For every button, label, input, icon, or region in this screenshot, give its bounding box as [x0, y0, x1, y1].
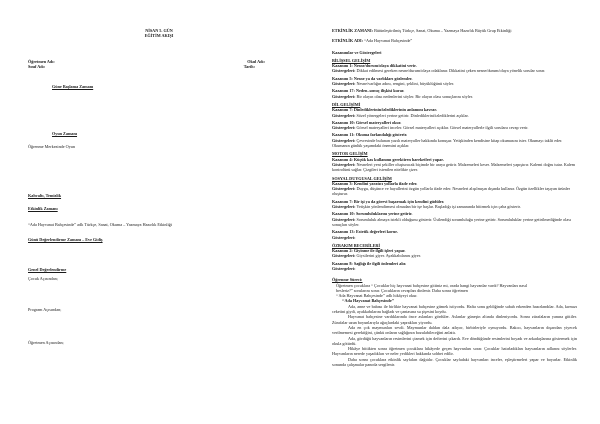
indicator-line — [332, 68, 577, 73]
gain-title: Kazanım 7: Bir işi ya da görevi başarmak için kendini güdüler. — [332, 198, 445, 204]
gain-title: Kazanım 10: Sorumluluklarını yerine getirir. — [332, 211, 413, 217]
class-label: Sınıf Adı: — [28, 63, 46, 69]
indicator-text: Sözel yönergeleri yerine getirir. Dinlediklerini/izlediklerini açıklar. — [356, 112, 469, 118]
development-area-heading: BİLİŞSEL GELİŞİM — [332, 57, 371, 63]
indicator-label: Göstergeleri: — [332, 81, 356, 87]
page-title — [28, 28, 290, 39]
gain-title: Kazanım 2: Giyinme ile ilgili işleri yapar. — [332, 248, 406, 254]
gain-item — [332, 88, 577, 99]
indicator-text: Yetişkin yönlendirmesi olmadan bir işe başlar. Başladığı işi zamanında bitirmek için çaba gösterir. — [356, 204, 521, 210]
section-heading: Güne Başlama Zamanı — [52, 84, 94, 90]
indicator-line — [332, 81, 577, 86]
activity-name-label: ETKİNLİK ADI: — [332, 38, 364, 44]
learning-paragraph: ‘‘Ada Hayvanat Bahçesinde’’ — [342, 298, 395, 304]
gain-item — [332, 157, 577, 173]
learning-process — [332, 283, 577, 368]
gains-blocks — [332, 58, 577, 271]
teacher-view-label: Öğretmen Açısından; — [28, 340, 64, 346]
indicator-line — [332, 113, 577, 118]
indicator-text: Nesneleri yeni şekiller oluşturacak biçimde bir araya getirir. Malzemeleri keser. Malzemeleri yapıştırır. Kalemi doğru tutar. Kalem kontrolünü sağlar. Çizgileri istenilen nitelikte çizer. — [332, 161, 576, 173]
indicator-label: Göstergeleri: — [332, 137, 356, 143]
indicator-line — [332, 186, 577, 197]
indicator-text: Giysilerini giyer. Ayakkabılarını giyer. — [356, 253, 421, 259]
indicator-label: Göstergeleri: — [332, 112, 356, 118]
indicator-text: Bir olayın olası nedenlerini söyler. Bir olayın olası sonuçlarını söyler. — [356, 93, 473, 99]
section-heading: Genel Değerlendirme — [28, 267, 67, 273]
activity-name-value: “Ada Hayvanat Bahçesinde” — [364, 38, 413, 44]
activity-time-value: Bütünleştirilmiş Türkçe, Sanat, Okuma – Yazmaya Hazırlık Büyük Grup Etkinliği — [374, 28, 512, 33]
indicator-line — [332, 138, 577, 149]
indicator-text: Çevresinde bulunan yazılı materyaller hakkında konuşur. Yetişkinden kendisine kitap okumasını ister. Okumayı taklit eder. Okumanın günlük yaşamdaki önemini açıklar. — [332, 137, 563, 149]
gain-title: Kazanım 5: Nesne ya da varlıkları gözlemler. — [332, 75, 413, 81]
development-area-heading: MOTOR GELİŞİM — [332, 151, 368, 157]
learning-paragraph: Ada, anne ve babası ile birlikte hayvanat bahçesine gitmek istiyordu. Hafta sonu geldiğinde sabah erkenden hazırlandılar. Ada, kırmızı ceketini giydi, ayakkabılarını bağladı ve çantasına su şişesini koydu. — [332, 303, 577, 315]
gain-title: Kazanım 3: Kendini yaratıcı yollarla ifade eder. — [332, 180, 418, 186]
indicator-line — [332, 266, 577, 271]
gain-item — [332, 199, 577, 210]
gain-title: Kazanım 4: Küçük kas kullanımı gerektiren hareketleri yapar. — [332, 156, 444, 162]
indicator-text: Duygu, düşünce ve hayallerini özgün yollarla ifade eder. Nesneleri alışılmışın dışında kullanır. Özgün özellikler taşıyan ürünler oluşturur. — [332, 186, 571, 197]
learning-paragraph: besleriz?” sorularını sorar. Çocukların cevapları dinlenir. Daha sonra öğretmen — [336, 287, 468, 293]
gain-item — [332, 229, 577, 240]
indicator-label: Göstergeleri: — [332, 234, 356, 240]
gain-title: Kazanım 1: Nesne/durum/olaya dikkatini verir. — [332, 63, 417, 69]
school-label: Okul Adı: — [247, 58, 265, 64]
learning-paragraph: Hayvanat bahçesine vardıklarında önce aslanları gördüler. Aslanlar güneşin altında dinleniyordu. Sonra zürafaların yanına gittiler. Zürafalar uzun boyunlarıyla ağaçlardaki yaprakları yiyordu. — [332, 314, 577, 325]
gain-title: Kazanım 11: Okuma farkındalığı gösterir. — [332, 132, 408, 138]
right-column — [332, 28, 577, 367]
gain-item — [332, 181, 577, 197]
indicator-label: Göstergeleri: — [332, 161, 356, 167]
indicator-line — [332, 253, 577, 258]
indicator-text: Görsel materyalleri inceler. Görsel materyalleri açıklar. Görsel materyallerle ilgili sorulara cevap verir. — [356, 125, 529, 131]
gain-title: Kazanım 13: Estetik değerleri korur. — [332, 229, 398, 235]
gain-title: Kazanım 7: Dinlediklerinin/izlediklerinin anlamını kavrar. — [332, 107, 437, 113]
date-label: Tarih: — [243, 63, 255, 69]
section-heading: Oyun Zamanı — [52, 131, 78, 137]
indicator-label: Göstergeleri: — [332, 204, 356, 210]
gain-item — [332, 107, 577, 118]
title-line-1: NİSAN 5. GÜN — [145, 28, 173, 33]
indicator-line — [332, 235, 577, 240]
section-heading: Kahvaltı, Temizlik — [28, 193, 62, 199]
indicator-line — [332, 217, 577, 228]
indicator-text: Sorumluluk almaya istekli olduğunu gösterir. Üstlendiği sorumluluğu yerine getirir. Sorumluluklar yerine getirilmediğinde olası sonuçları söyler. — [332, 216, 571, 227]
learning-paragraph: ‘‘Ada Hayvanat Bahçesinde’’ adlı hikâyeyi okur. — [336, 293, 418, 299]
indicator-text: Dikkat edilmesi gereken nesne/durum/olaya odaklanır. Dikkatini çeken nesne/durum/olaya yönelik sorular sorar. — [356, 68, 546, 74]
learning-paragraph: Ada, gördüğü hayvanların resimlerini çizmek için defterini çıkardı. Eve döndüğünde resimlerini boyadı ve arkadaşlarına göstermek için okula götürdü. — [332, 335, 577, 346]
learning-paragraph: Öğretmen çocuklara “ Çocuklar hiç hayvanat bahçesine gittiniz mi, orada hangi hayvanlar vardı? Hayvanları nasıl — [336, 282, 528, 288]
teacher-label: Öğretmen Adı: — [28, 58, 55, 64]
indicator-line — [332, 162, 577, 173]
gains-title: Kazanımlar ve Göstergeleri — [332, 49, 382, 55]
indicator-line — [332, 125, 577, 130]
development-area-heading: SOSYAL DUYGUSAL GELİŞİM — [332, 175, 392, 181]
section-heading: Günü Değerlendirme Zamanı – Eve Gidiş — [28, 236, 103, 242]
indicator-label: Göstergeleri: — [332, 265, 356, 271]
indicator-label: Göstergeleri: — [332, 68, 356, 74]
program-label: Program Açısından; — [28, 306, 62, 312]
development-area-heading: ÖZBAKIM BECERİLERİ — [332, 242, 381, 248]
section-body: Çocuk Açısından; — [28, 275, 58, 281]
gain-item — [332, 248, 577, 259]
section-heading: Etkinlik Zamanı — [28, 206, 58, 212]
gain-item — [332, 211, 577, 227]
section-body: Öğrenme Merkezinde Oyun — [28, 143, 75, 149]
learning-paragraph: Daha sonra çocuklara etkinlik sayfaları dağıtılır. Çocuklar sayfadaki hayvanları inceler, eşleştirmeleri yapar ve boyarlar. Etkinlik sonunda çalışmalar panoda sergilenir. — [332, 356, 577, 368]
indicator-label: Göstergeleri: — [332, 93, 356, 99]
indicator-label: Göstergeleri: — [332, 125, 356, 131]
gain-title: Kazanım 8: Sağlığı ile ilgili önlemleri alır. — [332, 260, 407, 266]
learning-paragraph: Ada en çok maymunları sevdi. Maymunlar daldan dala atlıyor, birbirleriyle oynuyordu. Bakıcı, hayvanların dışarıdan yiyecek verilmemesi gerektiğini, çünkü onların sağlığının bozulabileceğini anlattı. — [332, 324, 577, 336]
activity-time-label: ETKİNLİK ZAMANI: — [332, 28, 374, 33]
gain-item — [332, 261, 577, 272]
indicator-line — [332, 204, 577, 209]
indicator-label: Göstergeleri: — [332, 253, 356, 259]
gain-title: Kazanım 10: Görsel materyalleri okur. — [332, 119, 402, 125]
indicator-label: Göstergeleri: — [332, 216, 356, 222]
learning-paragraph: Hikâye bittikten sonra öğretmen çocuklara hikâyede geçen hayvanları sorar. Çocuklar hatırladıkları hayvanların adlarını söylerler. Hayvanların nerede yaşadıkları ve neler yedikleri hakkında sohbet edilir. — [332, 346, 577, 357]
gain-item — [332, 120, 577, 131]
gain-item — [332, 132, 577, 148]
indicator-label: Göstergeleri: — [332, 186, 356, 192]
section-body: “Ada Hayvanat Bahçesinde” adlı Türkçe, Sanat, Okuma – Yazmaya Hazırlık Etkinliği — [28, 221, 172, 227]
left-column — [28, 28, 290, 345]
gain-title: Kazanım 17: Neden–sonuç ilişkisi kurar. — [332, 88, 405, 94]
learning-title: Öğrenme Süreci: — [332, 277, 363, 283]
gain-item — [332, 76, 577, 87]
development-area-heading: DİL GELİŞİMİ — [332, 101, 361, 107]
gain-item — [332, 63, 577, 74]
indicator-line — [332, 94, 577, 99]
indicator-text: Nesne/varlığın adını, rengini, şeklini, büyüklüğünü söyler. — [356, 81, 455, 87]
title-line-2: EĞİTİM AKIŞI — [144, 33, 174, 39]
